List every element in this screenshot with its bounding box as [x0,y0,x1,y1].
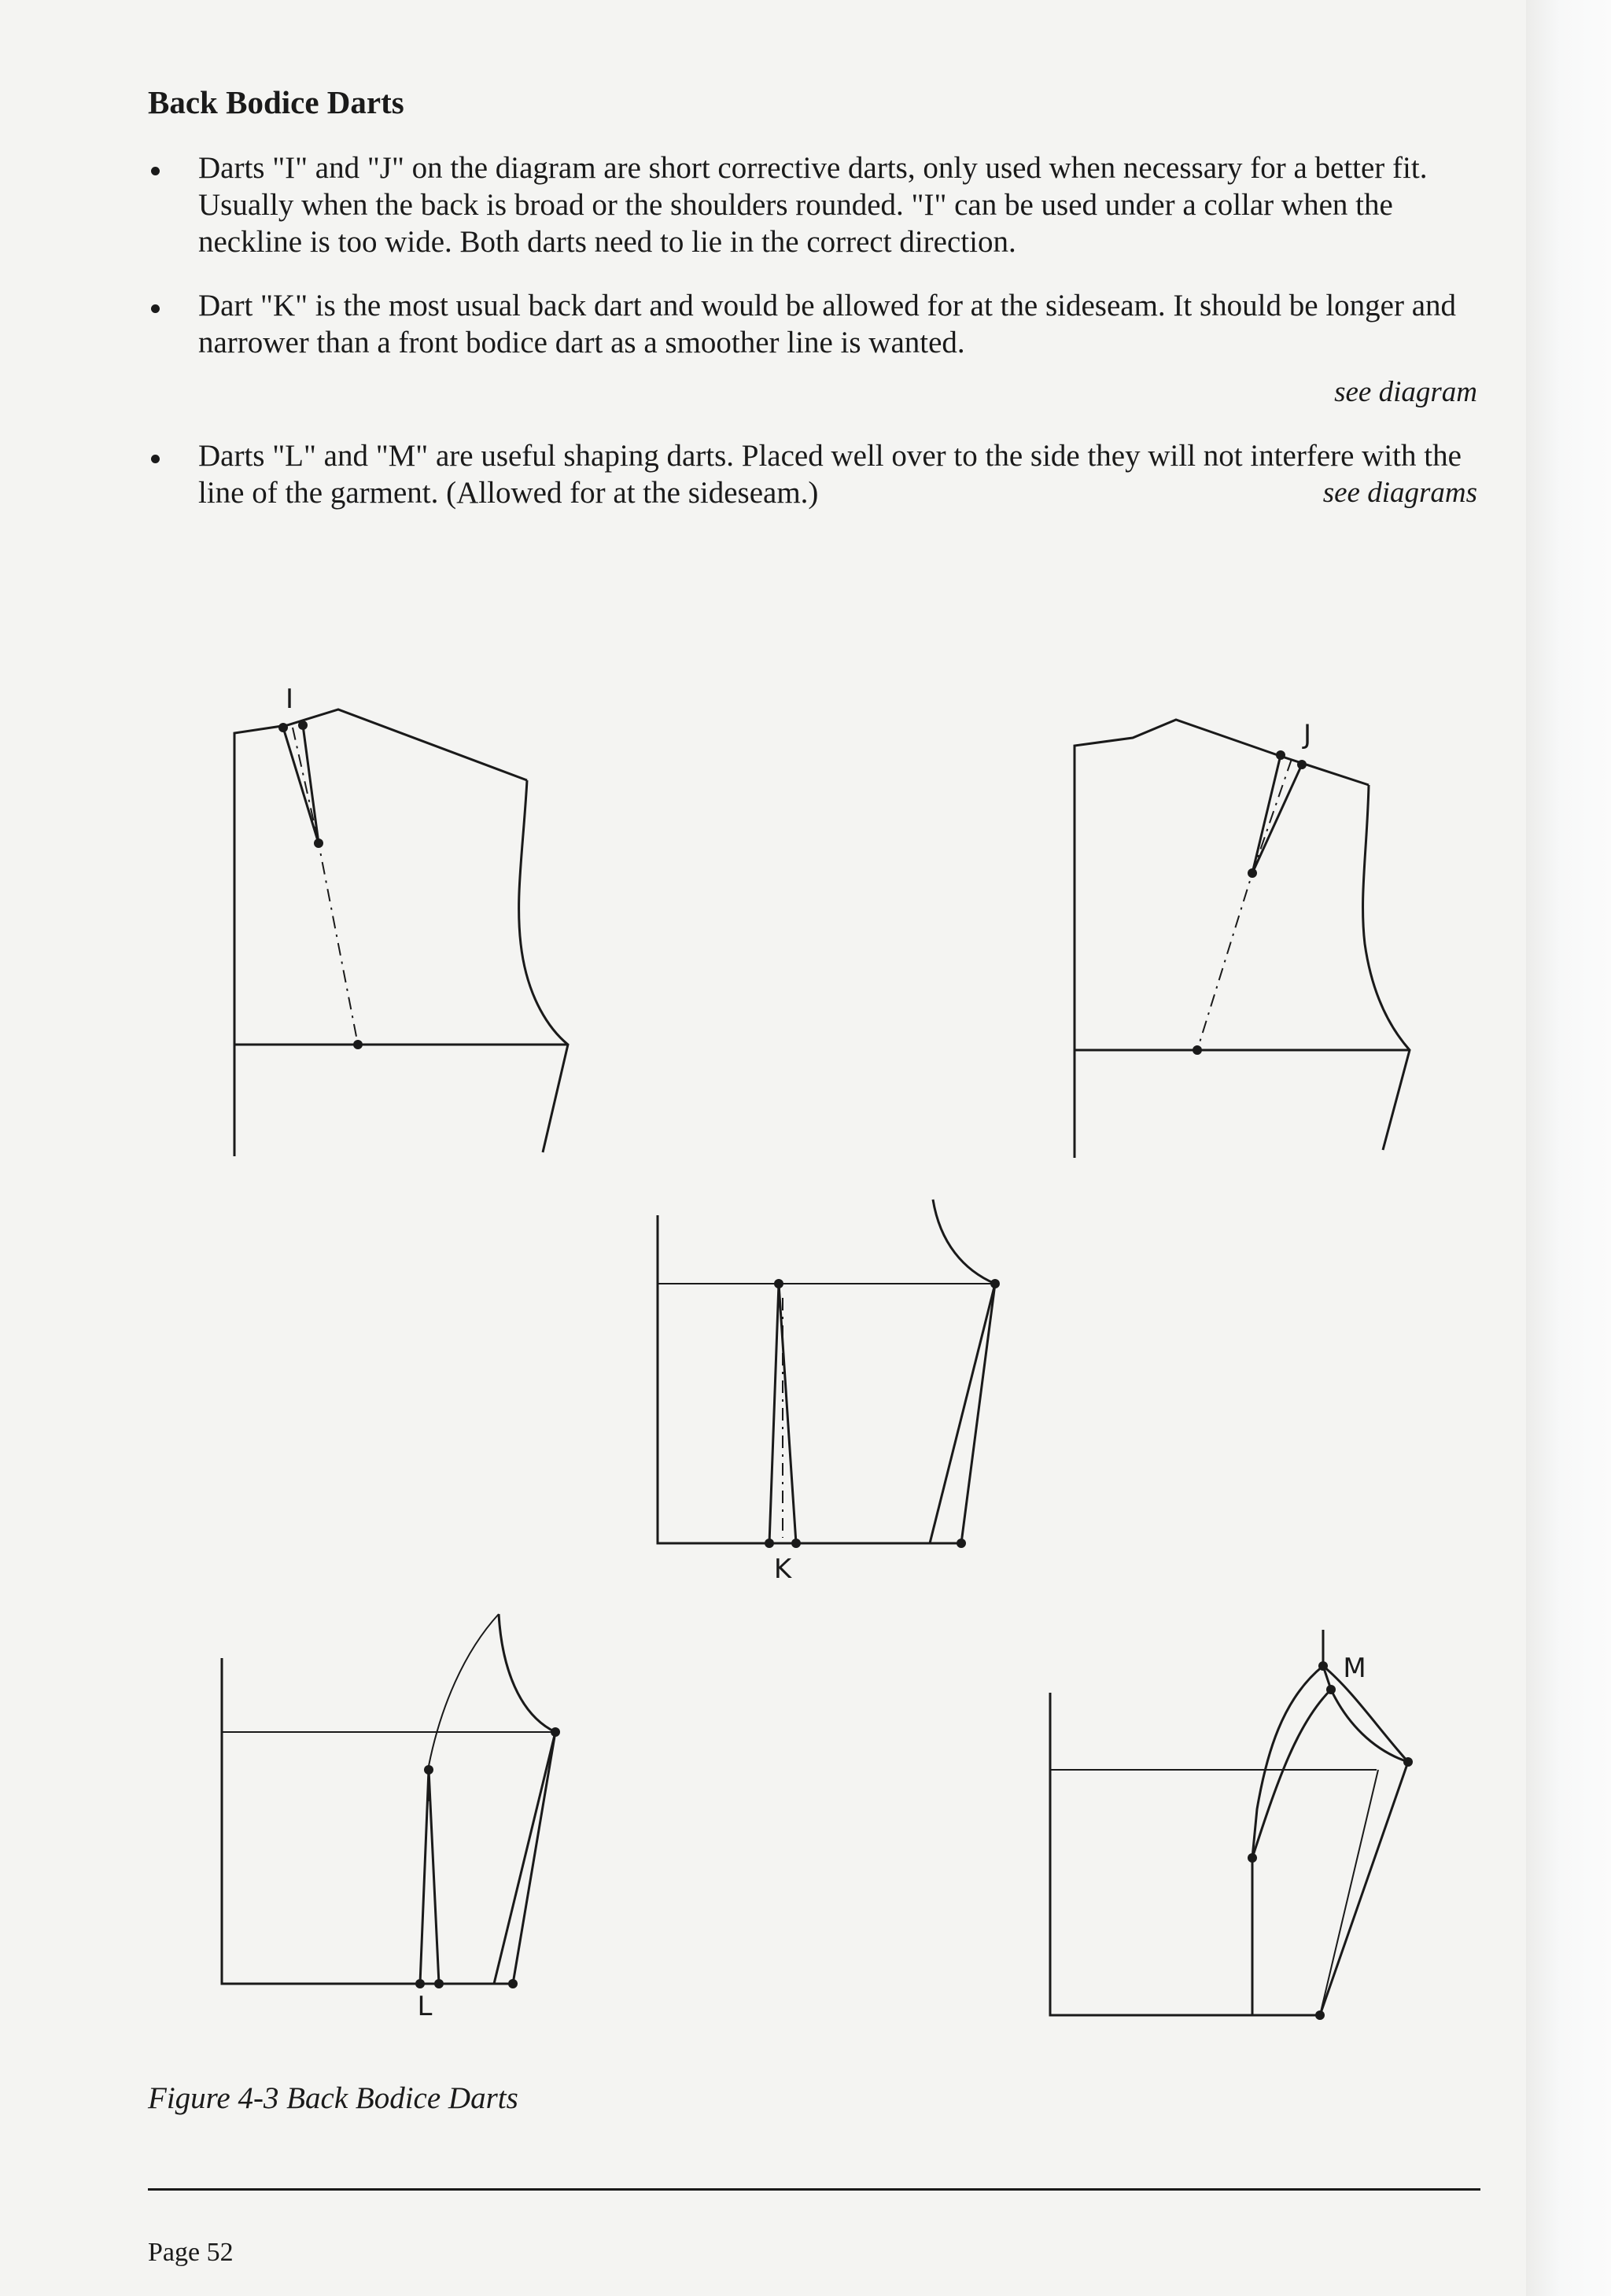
label-m: M [1343,1653,1366,1684]
diagram-dart-j [1075,719,1410,1158]
label-j: J [1303,719,1312,750]
page-number: Page 52 [148,2238,234,2267]
bullet-text: Darts "L" and "M" are useful shaping darts. Placed well over to the side they will not interfere with the line of the garment. (Allowed for at the sideseam.) [198,439,1462,510]
bullet-text: Dart "K" is the most usual back dart and would be allowed for at the sideseam. It should be longer and narrower than a front bodice dart as a smoother line is wanted. [198,289,1457,359]
diagram-dart-k [658,1200,1000,1585]
label-k: K [773,1553,792,1585]
bullet-text: Darts "I" and "J" on the diagram are short corrective darts, only used when necessary for a better fit. Usually when the back is broad or the shoulders rounded. "I" can be used under a collar when the neckline is too wide. Both darts need to lie in the correct direction. [198,151,1428,259]
diagram-dart-m [1050,1630,1413,2020]
see-diagrams-note: see diagrams [1322,477,1477,509]
see-diagram-note: see diagram [1334,376,1477,408]
diagram-dart-i [234,684,568,1156]
figure-caption: Figure 4-3 Back Bodice Darts [148,2081,518,2115]
label-i: I [285,684,294,715]
label-l: L [417,1991,433,2022]
section-heading: Back Bodice Darts [148,84,404,120]
footer-divider [148,2188,1480,2191]
diagram-dart-l [222,1614,560,2022]
